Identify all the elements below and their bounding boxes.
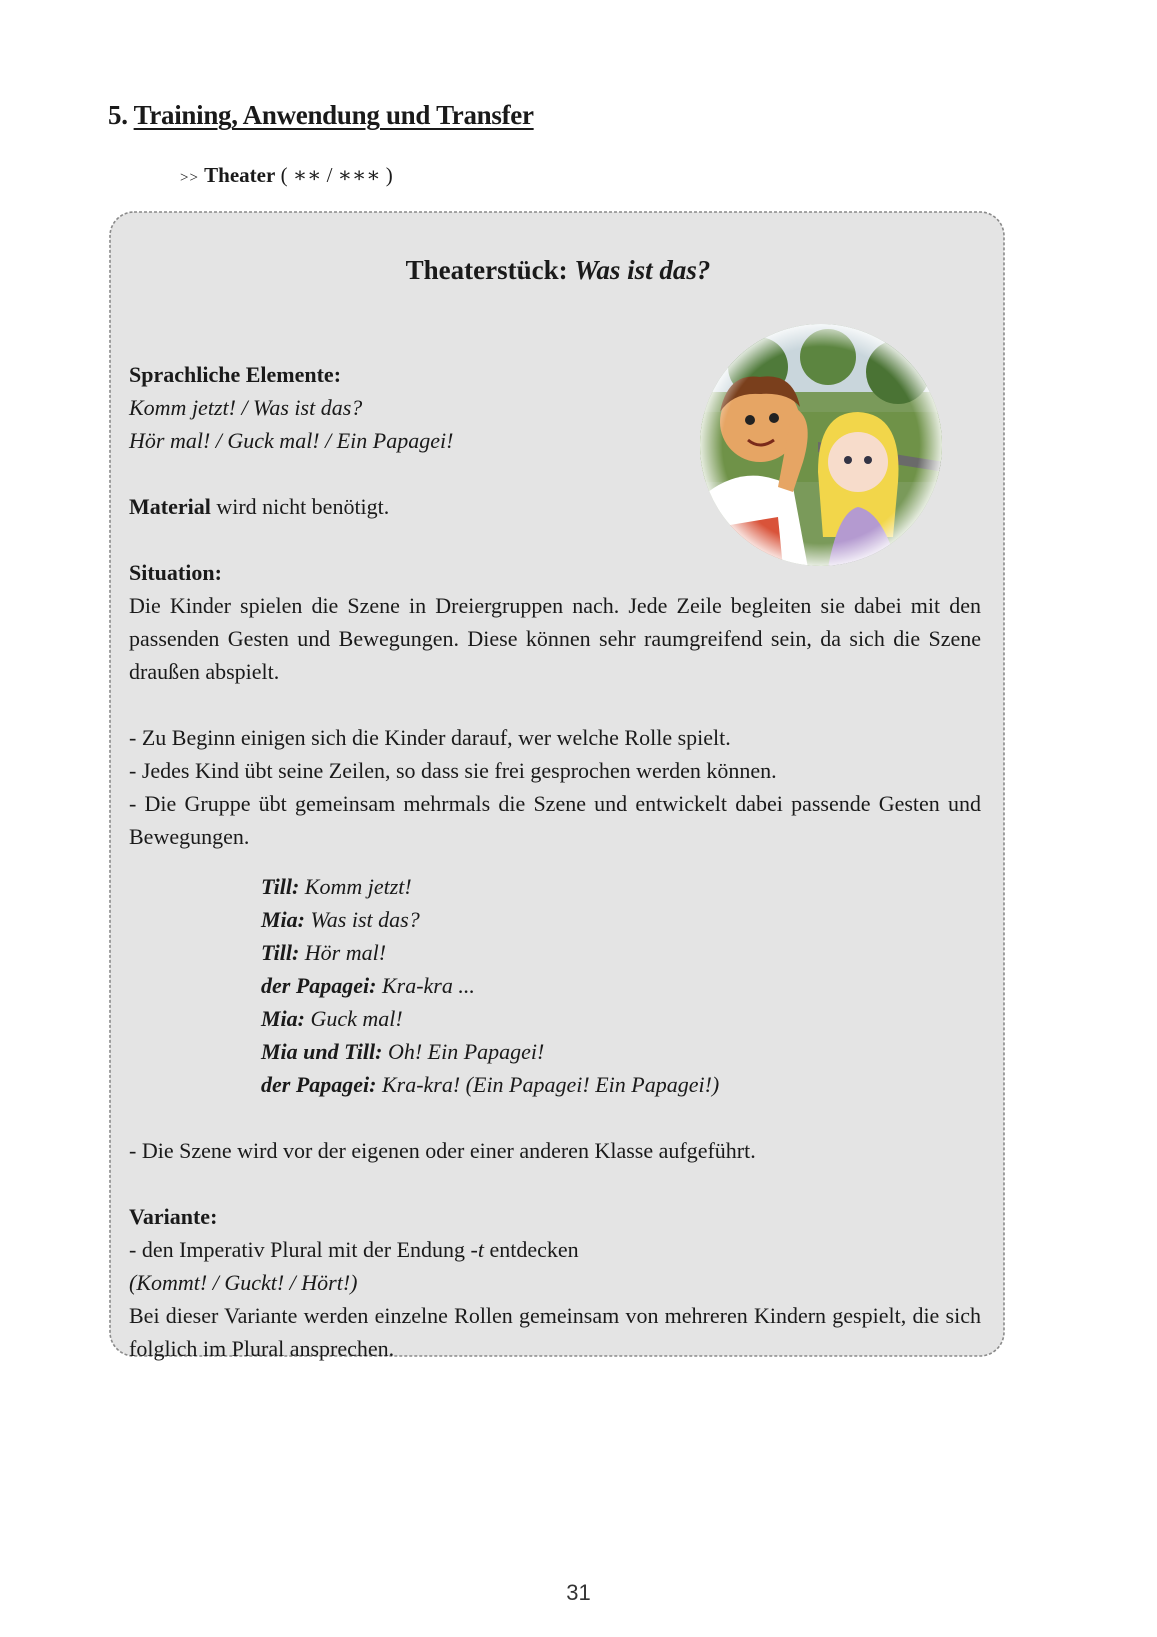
line: Kra-kra! (Ein Papagei! Ein Papagei!): [381, 1072, 720, 1097]
page-number: 31: [566, 1580, 591, 1605]
speaker: der Papagei:: [261, 973, 377, 998]
dialogue-line: [261, 1035, 981, 1068]
variante-line: [129, 1233, 981, 1266]
sub-heading: [180, 163, 393, 188]
dialogue-line: [261, 969, 981, 1002]
line: Komm jetzt!: [304, 874, 412, 899]
dialogue-line: [261, 936, 981, 969]
phrases-line-1: Komm jetzt! / Was ist das?: [129, 395, 363, 420]
line: Kra-kra ...: [381, 973, 475, 998]
arrows-icon: >>: [180, 170, 199, 186]
line: Was ist das?: [310, 907, 420, 932]
dialogue: [129, 870, 981, 1101]
section-heading: [108, 100, 534, 131]
variante-examples: (Kommt! / Guckt! / Hört!): [129, 1270, 358, 1295]
box-title-bold: Theaterstück:: [405, 255, 568, 285]
step-3: - Die Gruppe übt gemeinsam mehrmals die Szene und entwickelt dabei passende Gesten und Bewegungen.: [129, 791, 981, 849]
final-step: - Die Szene wird vor der eigenen oder einer anderen Klasse aufgeführt.: [129, 1138, 756, 1163]
variante-label: Variante:: [129, 1204, 218, 1229]
phrases-line-2: Hör mal! / Guck mal! / Ein Papagei!: [129, 428, 454, 453]
step-2: - Jedes Kind übt seine Zeilen, so dass sie frei gesprochen werden können.: [129, 758, 777, 783]
variante-ending: -t: [470, 1237, 484, 1262]
material-label: Material: [129, 494, 211, 519]
box-content: [129, 358, 981, 1365]
material-line: [129, 490, 981, 523]
section-title: Training, Anwendung und Transfer: [133, 100, 534, 130]
line: Hör mal!: [304, 940, 387, 965]
speaker: Mia:: [261, 907, 305, 932]
dialogue-line: [261, 1002, 981, 1035]
situation-text: Die Kinder spielen die Szene in Dreiergruppen nach. Jede Zeile begleiten sie dabei mit den passenden Gesten und Bewegungen. Diese können sehr raumgreifend sein, da sich die Szene draußen abspielt.: [129, 593, 981, 684]
speaker: Mia und Till:: [261, 1039, 383, 1064]
speaker: der Papagei:: [261, 1072, 377, 1097]
material-text: wird nicht benötigt.: [210, 494, 390, 519]
sub-heading-label: Theater: [204, 163, 276, 187]
dialogue-line: [261, 1068, 981, 1101]
line: Oh! Ein Papagei!: [387, 1039, 545, 1064]
dialogue-line: [261, 903, 981, 936]
sprachliche-label: Sprachliche Elemente:: [129, 362, 342, 387]
section-number: 5.: [108, 100, 128, 130]
situation-label: Situation:: [129, 560, 222, 585]
difficulty-indicator: ( ∗∗ / ∗∗∗ ): [280, 163, 393, 187]
variante-line-pre: - den Imperativ Plural mit der Endung: [129, 1237, 471, 1262]
speaker: Till:: [261, 940, 300, 965]
variante-text: Bei dieser Variante werden einzelne Rollen gemeinsam von mehreren Kindern gespielt, die sich folglich im Plural ansprechen.: [129, 1303, 981, 1361]
dialogue-line: [261, 870, 981, 903]
variante-line-post: entdecken: [483, 1237, 579, 1262]
activity-box: [110, 212, 1006, 1361]
speaker: Till:: [261, 874, 300, 899]
line: Guck mal!: [310, 1006, 403, 1031]
box-title: [110, 255, 1006, 286]
speaker: Mia:: [261, 1006, 305, 1031]
box-title-italic: Was ist das?: [574, 255, 711, 285]
step-1: - Zu Beginn einigen sich die Kinder darauf, wer welche Rolle spielt.: [129, 725, 731, 750]
